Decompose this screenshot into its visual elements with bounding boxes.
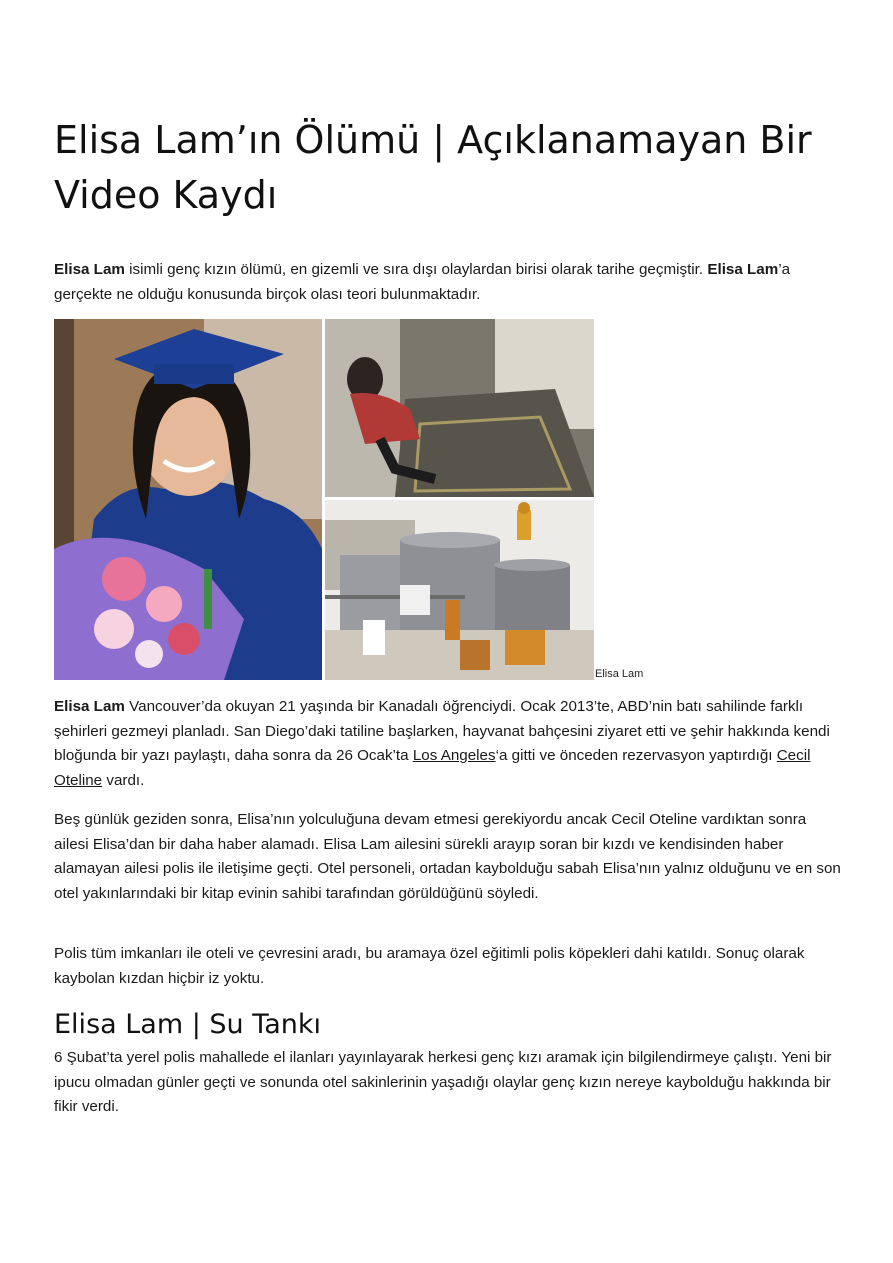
bold-name: Elisa Lam — [707, 261, 779, 278]
paragraph-4: 6 Şubat’ta yerel polis mahallede el ilanları yayınlayarak herkesi genç kızı aramak için bilgilendirmeye çalıştı. Yeni bir ipucu olmadan günler geçti ve sonunda otel sakinlerinin yaşadığı olaylar genç kızın nereye kaybolduğu hakkında bir fikir verdi. — [54, 1049, 832, 1116]
title-line-2: Video Kaydı — [54, 173, 278, 217]
graduation-photo — [54, 319, 322, 680]
link-cecil-oteline[interactable]: Cecil Oteline — [54, 747, 811, 789]
paragraph-3: Polis tüm imkanları ile oteli ve çevresini aradı, bu aramaya özel eğitimli polis köpekleri dahi katıldı. Sonuç olarak kaybolan kızdan hiçbir iz yoktu. — [54, 945, 805, 987]
intro-paragraph — [54, 258, 844, 307]
section-heading: Elisa Lam | Su Tankı — [54, 1009, 322, 1040]
image-caption: Elisa Lam — [595, 668, 644, 680]
title-line-1: Elisa Lam’ın Ölümü | Açıklanamayan Bir — [54, 118, 812, 162]
para1-text-1: Vancouver’da okuyan 21 yaşında bir Kanadalı öğrenciydi. Ocak 2013’te, ABD’nin batı sahilinde farklı şehirleri gezmeyi planladı. San Diego’daki tatiline başlarken, hayvanat bahçesini ziyaret etti ve şehir hakkında kendi bloğunda bir yazı paylaştı, daha sonra da 26 Ocak’ta — [54, 698, 830, 765]
elevator-cctv-photo — [325, 319, 594, 497]
intro-text-2: ’a gerçekte ne olduğu konusunda birçok olası teori bulunmaktadır. — [54, 261, 791, 303]
paragraph-1 — [54, 695, 844, 793]
photo-collage — [54, 319, 594, 680]
article-title — [54, 113, 814, 223]
para1-text-3: vardı. — [102, 771, 145, 789]
bold-name: Elisa Lam — [54, 261, 125, 278]
para1-text-2: ‘a gitti ve önceden rezervasyon yaptırdığı — [495, 747, 777, 765]
rooftop-water-tank-photo — [325, 500, 594, 680]
bold-name: Elisa Lam — [54, 698, 125, 715]
intro-text-1: isimli genç kızın ölümü, en gizemli ve sıra dışı olaylardan birisi olarak tarihe geçmiştir. — [124, 261, 708, 278]
link-los-angeles[interactable]: Los Angeles — [412, 747, 496, 765]
paragraph-2: Beş günlük geziden sonra, Elisa’nın yolculuğuna devam etmesi gerekiyordu ancak Cecil Oteline vardıktan sonra ailesi Elisa’dan bir daha haber alamadı. Elisa Lam ailesini sürekli arayıp soran bir kızdı ve kendisinden haber alamayan ailesi polis ile iletişime geçti. Otel personeli, ortadan kaybolduğu sabah Elisa’nın yalnız olduğunu ve en son otel yakınlarındaki bir kitap evinin sahibi tarafından görüldüğünü söyledi. — [54, 811, 841, 902]
